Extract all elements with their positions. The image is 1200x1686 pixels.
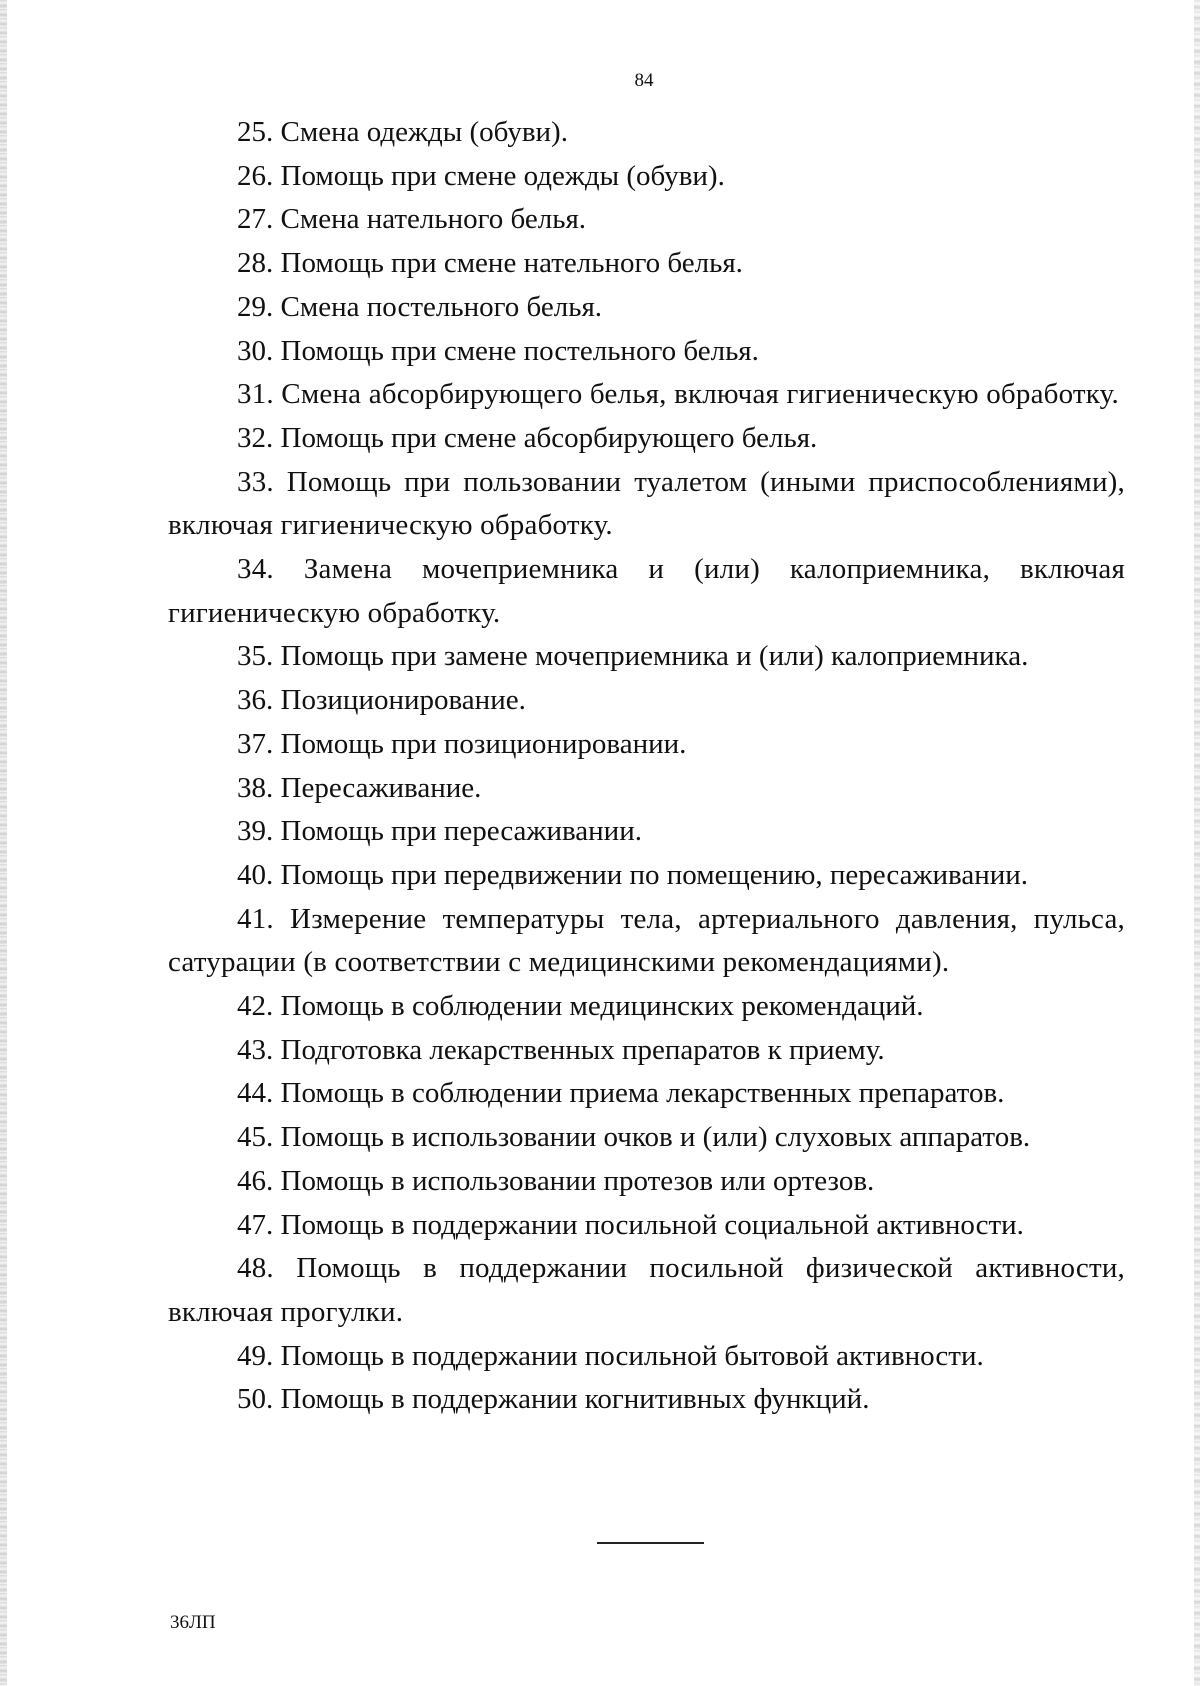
list-item: 43. Подготовка лекарственных препаратов к приему. [237,1033,885,1066]
list-item: 29. Смена постельного белья. [237,290,603,323]
list-item: 27. Смена нательного белья. [237,203,587,236]
footer-divider [597,1542,704,1544]
list-item: 37. Помощь при позиционировании. [237,727,687,760]
list-item: 30. Помощь при смене постельного белья. [237,334,759,367]
list-item: 38. Пересаживание. [237,771,482,804]
list-item: 26. Помощь при смене одежды (обуви). [237,159,725,192]
list-item: 35. Помощь при замене мочеприемника и (или) калоприемника. [237,640,1029,673]
list-item: 40. Помощь при передвижении по помещению, пересаживании. [237,858,1029,891]
list-item: 39. Помощь при пересаживании. [237,815,642,848]
list-item: 45. Помощь в использовании очков и (или) слуховых аппаратов. [237,1121,1031,1154]
list-item: 31. Смена абсорбирующего белья, включая гигиеническую обработку. [237,378,1119,411]
page-number: 84 [634,70,654,91]
list-item: 28. Помощь при смене нательного белья. [237,247,743,280]
list-item: 42. Помощь в соблюдении медицинских рекомендаций. [237,990,924,1023]
list-item: 41. Измерение температуры тела, артериального давления, пульса, сатурации (в соответствии с медицинскими рекомендациями). [168,902,1125,979]
document-code: 36ЛП [170,1612,216,1633]
list-item: 25. Смена одежды (обуви). [237,116,568,148]
scan-edge-right [1194,0,1200,1686]
list-item: 44. Помощь в соблюдении приема лекарственных препаратов. [237,1077,1005,1110]
list-item: 50. Помощь в поддержании когнитивных функций. [237,1383,870,1416]
list-item: 32. Помощь при смене абсорбирующего белья. [237,421,818,454]
list-item: 46. Помощь в использовании протезов или ортезов. [237,1164,875,1197]
list-item: 49. Помощь в поддержании посильной бытовой активности. [237,1339,984,1372]
services-list [168,111,1125,1422]
list-item: 36. Позиционирование. [237,684,526,717]
list-item: 48. Помощь в поддержании посильной физической активности, включая прогулки. [168,1252,1125,1328]
list-item: 47. Помощь в поддержании посильной социальной активности. [237,1208,1024,1241]
list-item: 33. Помощь при пользовании туалетом (иными приспособлениями), включая гигиеническую обработку. [168,465,1125,542]
scan-edge-left [0,0,7,1686]
list-item: 34. Замена мочеприемника и (или) калоприемника, включая гигиеническую обработку. [168,553,1125,629]
